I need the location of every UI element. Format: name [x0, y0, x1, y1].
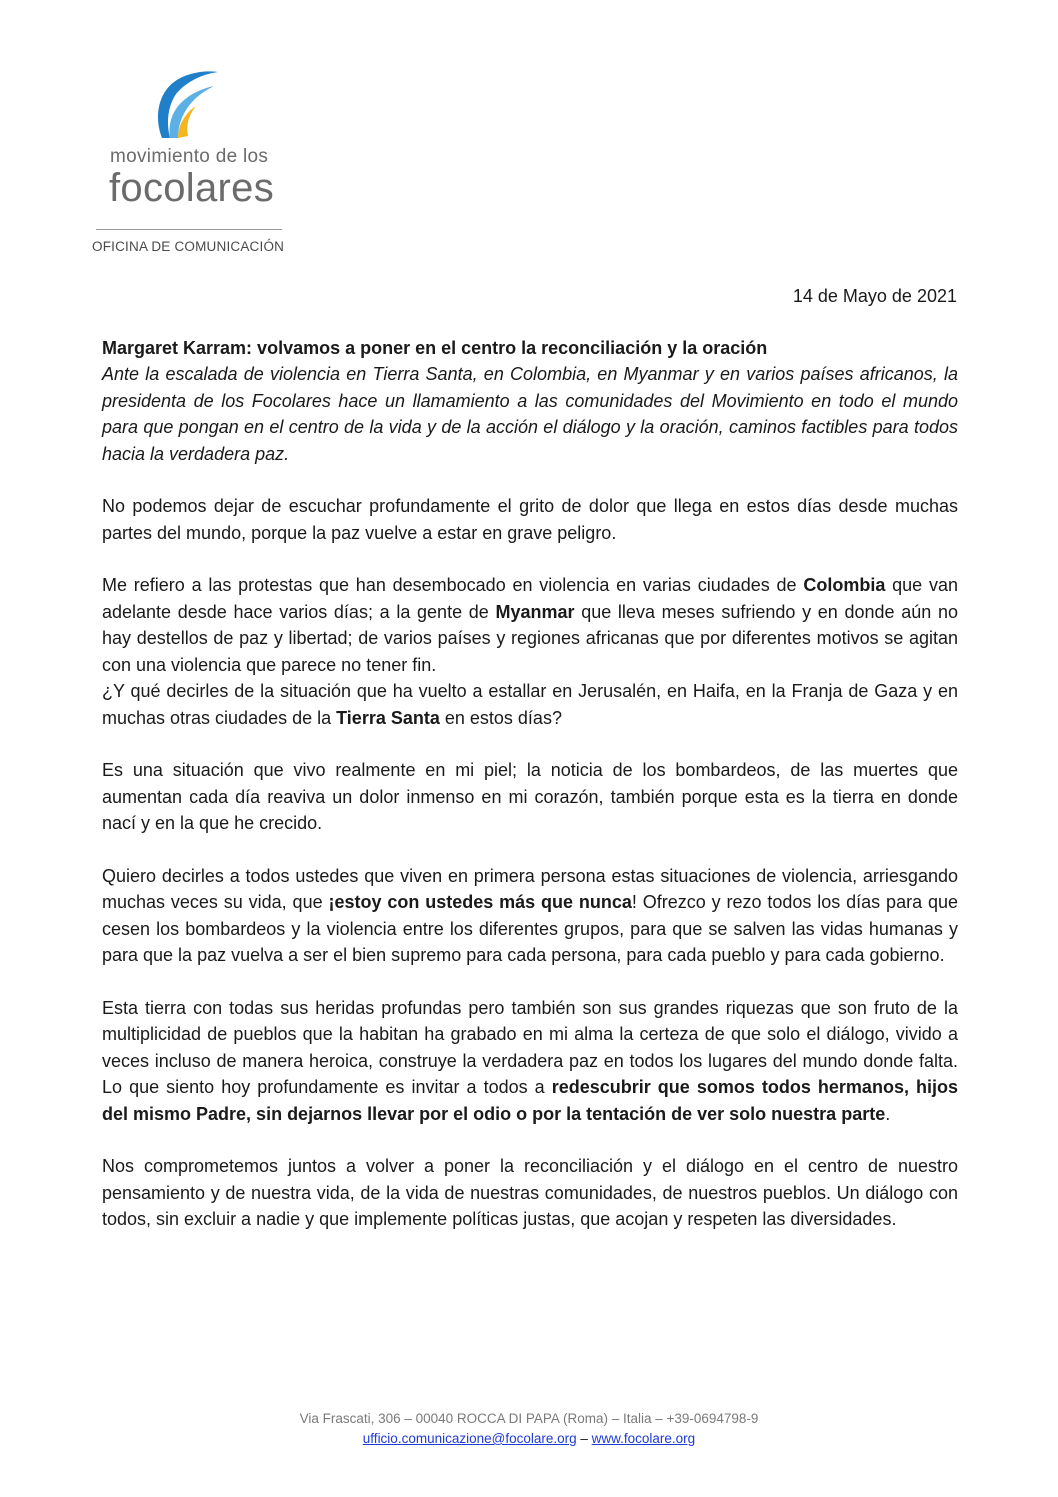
header-divider — [96, 229, 282, 230]
logo-line1: movimiento de los — [110, 146, 269, 167]
paragraph-5-bold-1: ¡estoy con ustedes más que nunca — [328, 892, 632, 912]
article-lead: Ante la escalada de violencia en Tierra Santa, en Colombia, en Myanmar y en varios países africanos, la presidenta de los Focolares hace un llamamiento a las comunidades del Movimiento en todo el mundo para que pongan en el centro de la vida y de la acción el diálogo y la oración, caminos factibles para todos hacia la verdadera paz. — [102, 364, 958, 464]
paragraph-6 — [102, 995, 958, 1128]
paragraph-5-text-2: ! Ofrezco y rezo todos los días para que cesen los bombardeos y la violencia entre los diferentes grupos, para que se salven las vidas humanas y para que la paz vuelva a ser el bien supremo para cada persona, para cada pueblo y para cada gobierno. — [102, 892, 958, 965]
paragraph-2 — [102, 572, 958, 678]
paragraph-2-text-3: que lleva meses sufriendo y en donde aún no hay destellos de paz y libertad; de varios países y regiones africanas que por diferentes motivos se agitan con una violencia que parece no tener fin. — [102, 601, 958, 675]
footer-email-link[interactable]: ufficio.comunicazione@focolare.org — [362, 1431, 577, 1446]
paragraph-5-text-1: Quiero decirles a todos ustedes que viven en primera persona estas situaciones de violencia, arriesgando muchas veces su vida, que — [102, 865, 958, 912]
document-date: 14 de Mayo de 2021 — [792, 286, 957, 306]
paragraph-4: Es una situación que vivo realmente en mi piel; la noticia de los bombardeos, de las muertes que aumentan cada día reaviva un dolor inmenso en mi corazón, también porque esta es la tierra en donde nací y en la que he crecido. — [102, 760, 958, 833]
footer-address: Via Frascati, 306 – 00040 ROCCA DI PAPA (Roma) – Italia – +39-0694798-9 — [299, 1411, 759, 1426]
paragraph-7: Nos comprometemos juntos a volver a poner la reconciliación y el diálogo en el centro de nuestro pensamiento y de nuestra vida, de la vida de nuestras comunidades, de nuestros pueblos. Un diálogo con todos, sin excluir a nadie y que implemente políticas justas, que acojan y respeten las diversidades. — [102, 1156, 958, 1229]
paragraph-2-bold-1: Colombia — [803, 575, 886, 595]
logo-line2: focolares — [109, 166, 275, 210]
paragraph-6-text-1: Esta tierra con todas sus heridas profundas pero también son sus grandes riquezas que son fruto de la multiplicidad de pueblos que la habitan ha grabado en mi alma la certeza de que solo el diálogo, vivido a veces incluso de manera heroica, construye la verdadera paz en todos los lugares del mundo donde falta. Lo que siento hoy profundamente es invitar a todos a — [102, 997, 958, 1097]
paragraph-3 — [102, 678, 958, 731]
paragraph-6-text-2: . — [885, 1103, 891, 1124]
article-body — [102, 335, 958, 1233]
paragraph-3-bold-1: Tierra Santa — [336, 707, 440, 728]
paragraph-6-bold-1: redescubrir que somos todos hermanos, hijos del mismo Padre, sin dejarnos llevar por el odio o por la tentación de ver solo nuestra parte — [102, 1077, 958, 1124]
paragraph-3-text-1: ¿Y qué decirles de la situación que ha vuelto a estallar en Jerusalén, en Haifa, en la Franja de Gaza y en muchas otras ciudades de la — [102, 681, 958, 728]
paragraph-2-text-1: Me refiero a las protestas que han desembocado en violencia en varias ciudades de — [102, 575, 804, 595]
focolare-logo-mark-icon — [148, 68, 228, 140]
paragraph-5 — [102, 863, 958, 969]
paragraph-2-bold-2: Myanmar — [495, 601, 575, 622]
office-label: OFICINA DE COMUNICACIÓN — [92, 239, 285, 254]
page-footer — [0, 1409, 1058, 1449]
footer-links — [0, 1429, 1058, 1449]
footer-website-link[interactable]: www.focolare.org — [591, 1431, 696, 1446]
paragraph-1: No podemos dejar de escuchar profundamente el grito de dolor que llega en estos días desde muchas partes del mundo, porque la paz vuelve a estar en grave peligro. — [102, 496, 958, 543]
paragraph-2-text-2: que van adelante desde hace varios días; a la gente de — [102, 575, 958, 622]
paragraph-3-text-2: en estos días? — [439, 707, 562, 728]
footer-separator: – — [576, 1431, 592, 1446]
article-headline: Margaret Karram: volvamos a poner en el centro la reconciliación y la oración — [102, 338, 768, 358]
